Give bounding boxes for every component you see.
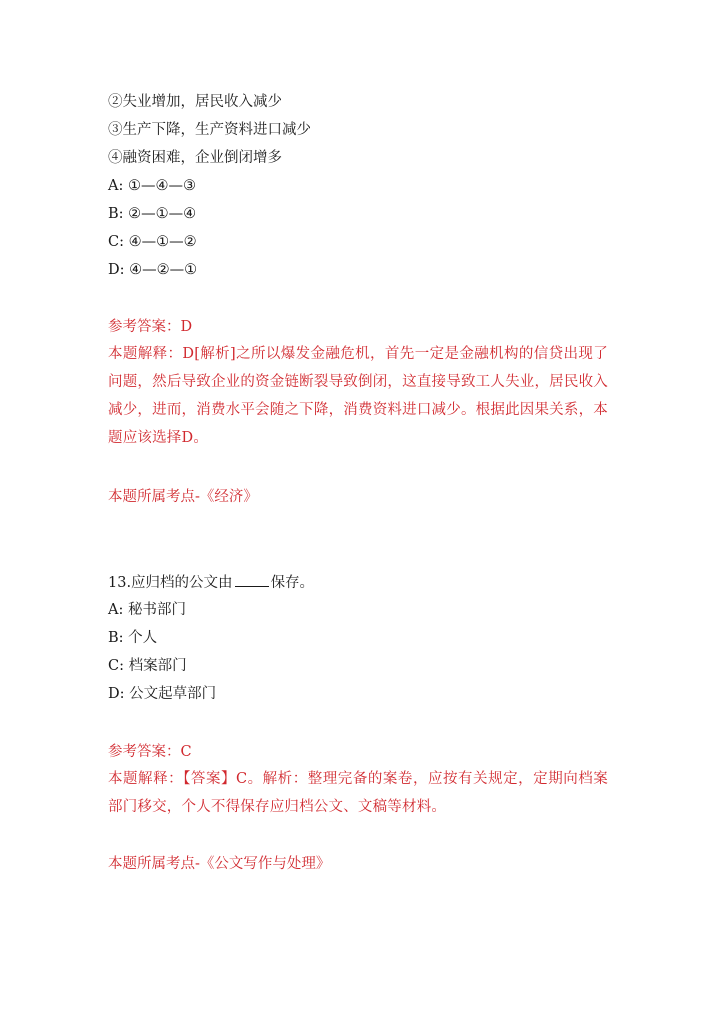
q12-option-d: D: ④—②—① (108, 262, 198, 278)
q12-answer: 参考答案：D (108, 319, 193, 335)
q12-item-3: ③生产下降，生产资料进口减少 (108, 122, 311, 138)
q13-option-a: A: 秘书部门 (108, 602, 186, 618)
q12-option-a: A: ①—④—③ (108, 178, 196, 194)
q13-option-d: D: 公文起草部门 (108, 686, 217, 702)
q13-stem-end: 保存。 (270, 575, 315, 591)
q13-answer: 参考答案：C (108, 744, 192, 760)
q12-explanation: 本题解释：D[解析]之所以爆发金融危机，首先一定是金融机构的信贷出现了问题，然后导致企业的资金链断裂导致倒闭，这直接导致工人失业，居民收入减少，进而，消费水平会随之下降，消费资料进口减少。根据此因果关系，本题应该选择D。 (108, 346, 608, 446)
q12-option-c: C: ④—①—② (108, 234, 197, 250)
q13-explanation: 本题解释：【答案】C。解析：整理完备的案卷，应按有关规定，定期向档案部门移交，个人不得保存应归档公文、文稿等材料。 (108, 771, 608, 815)
q13-option-b: B: 个人 (108, 630, 158, 646)
q13-stem (108, 572, 314, 593)
q12-option-b: B: ②—①—④ (108, 206, 197, 222)
q12-item-2: ②失业增加，居民收入减少 (108, 94, 282, 110)
q13-category: 本题所属考点-《公文写作与处理》 (108, 856, 331, 872)
q13-option-c: C: 档案部门 (108, 658, 187, 674)
q12-category: 本题所属考点-《经济》 (108, 489, 258, 505)
q12-item-4: ④融资困难，企业倒闭增多 (108, 150, 282, 166)
q13-answer-blank (235, 572, 269, 587)
q13-stem-start: 13.应归档的公文由 (108, 575, 233, 591)
